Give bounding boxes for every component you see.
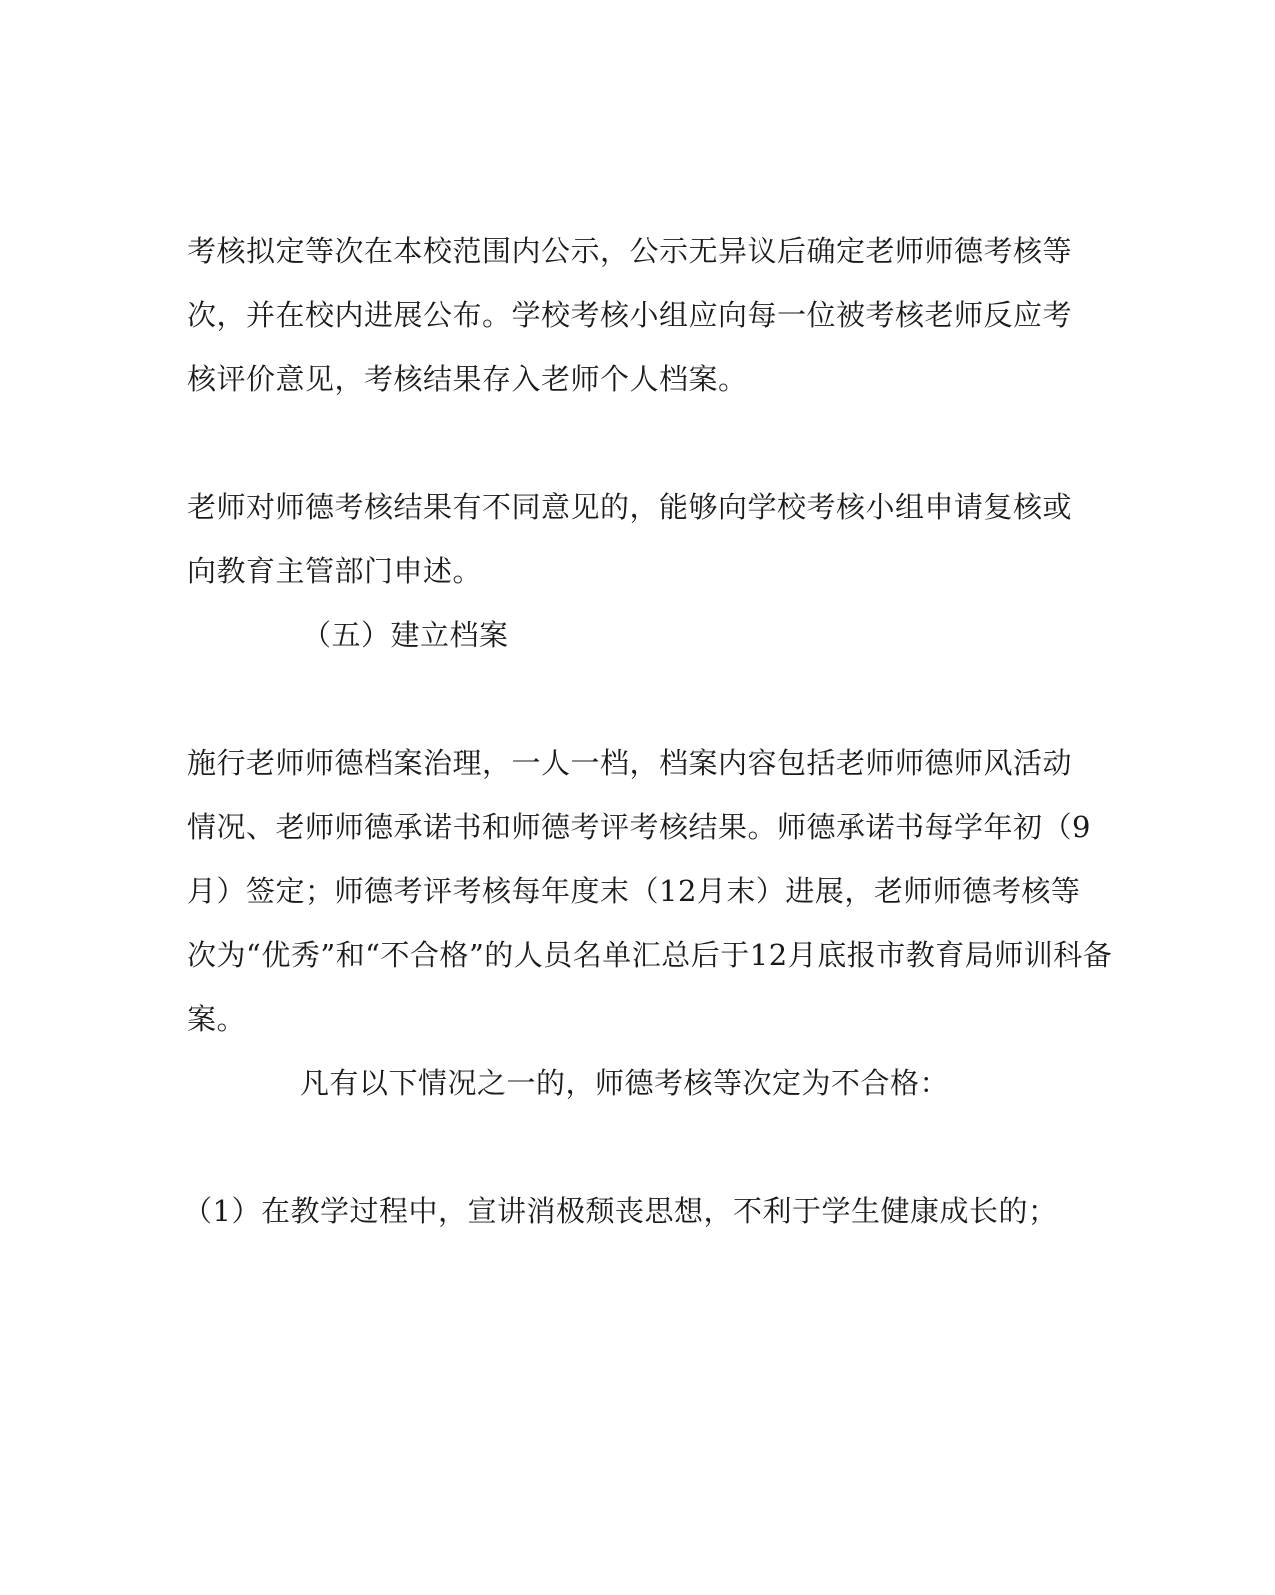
paragraph2-line1: 老师对师德考核结果有不同意见的，能够向学校考核小组申请复核或	[187, 490, 1073, 524]
paragraph1-line3: 核评价意见，考核结果存入老师个人档案。	[187, 362, 748, 396]
paragraph3-line2: 情况、老师师德承诺书和师德考评考核结果。师德承诺书每学年初（9	[187, 810, 1091, 844]
paragraph3-line3: 月）签定；师德考评考核每年度末（12月末）进展，老师师德考核等	[187, 874, 1081, 908]
paragraph3-line1: 施行老师师德档案治理，一人一档，档案内容包括老师师德师风活动	[187, 746, 1073, 780]
list-item-1: （1）在教学过程中，宣讲消极颓丧思想，不利于学生健康成长的；	[183, 1194, 1058, 1228]
paragraph3-line4: 次为“优秀”和“不合格”的人员名单汇总后于12月底报市教育局师训科备	[187, 938, 1113, 972]
paragraph3-line5: 案。	[187, 1002, 247, 1036]
paragraph1-line2: 次，并在校内进展公布。学校考核小组应向每一位被考核老师反应考	[187, 298, 1073, 332]
section-heading: （五）建立档案	[302, 618, 509, 652]
paragraph2-line2: 向教育主管部门申述。	[187, 554, 483, 588]
paragraph1-line1: 考核拟定等次在本校范围内公示，公示无异议后确定老师师德考核等	[187, 234, 1073, 268]
paragraph4: 凡有以下情况之一的，师德考核等次定为不合格：	[300, 1066, 950, 1100]
